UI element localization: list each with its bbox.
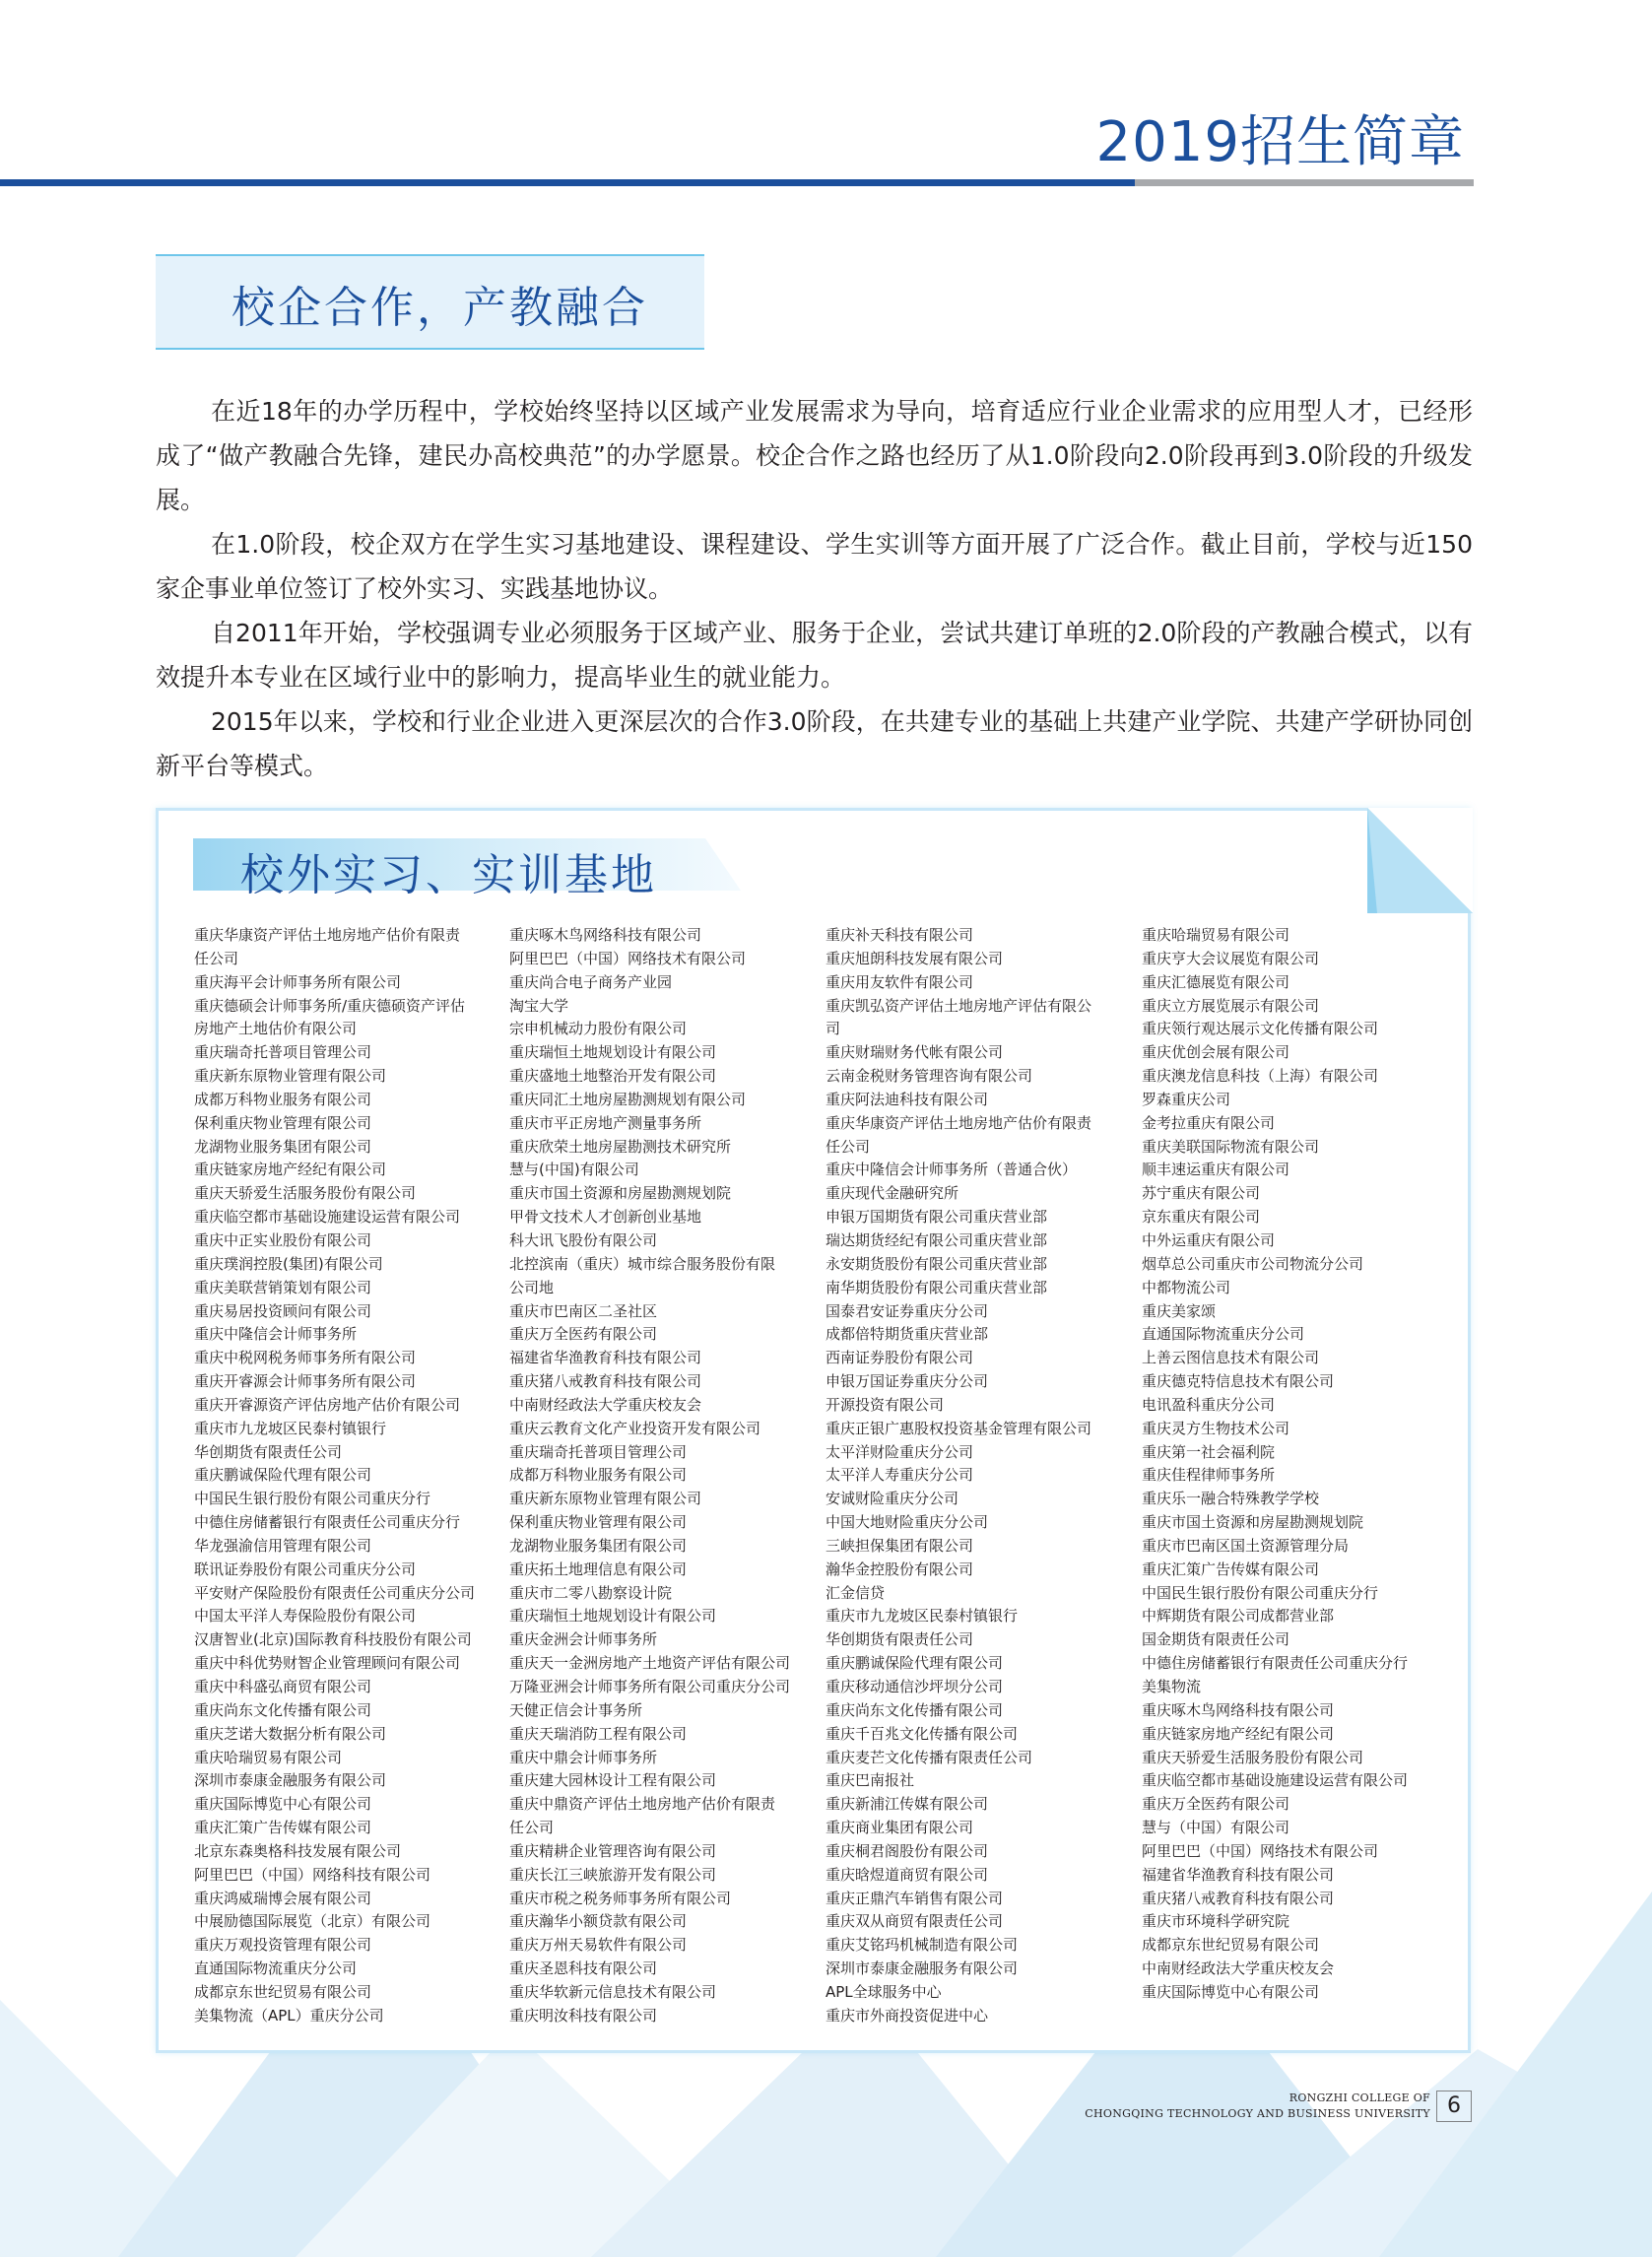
base-list-item: 重庆市九龙坡区民泰村镇银行: [826, 1607, 1019, 1626]
base-list-item: 重庆猪八戒教育科技有限公司: [509, 1372, 702, 1391]
base-list-item: 三峡担保集团有限公司: [826, 1536, 974, 1555]
base-list-item: 重庆中鼎资产评估土地房地产估价有限责: [509, 1795, 776, 1814]
base-list-item: 重庆华康资产评估土地房地产估价有限责: [826, 1113, 1092, 1132]
base-list-item: 重庆汇德展览有限公司: [1142, 972, 1290, 991]
base-list-item: 慧与(中国)有限公司: [509, 1161, 639, 1179]
base-list-item: 国金期货有限责任公司: [1142, 1630, 1290, 1649]
base-list-item: 成都倍特期货重庆营业部: [826, 1325, 989, 1344]
base-list-item: 重庆优创会展有限公司: [1142, 1043, 1290, 1062]
base-list-item: 华创期货有限责任公司: [194, 1442, 343, 1461]
base-list-item: 龙湖物业服务集团有限公司: [194, 1137, 372, 1156]
base-list-item: 重庆长江三峡旅游开发有限公司: [509, 1865, 717, 1884]
base-list-item: 重庆华软新元信息技术有限公司: [509, 1982, 717, 2001]
base-list-item: 重庆正银广惠股权投资基金管理有限公司: [826, 1419, 1092, 1437]
base-list-item: 中国民生银行股份有限公司重庆分行: [1142, 1583, 1379, 1602]
base-list-item: 重庆链家房地产经纪有限公司: [1142, 1724, 1335, 1743]
base-list-item: 重庆凯弘资产评估土地房地产评估有限公: [826, 996, 1092, 1015]
base-list-item: 任公司: [194, 949, 239, 967]
base-list-item: 重庆汇策广告传媒有限公司: [1142, 1560, 1320, 1578]
base-list-item: 重庆开睿源资产评估房地产估价有限公司: [194, 1395, 461, 1414]
base-list-item: 重庆商业集团有限公司: [826, 1819, 974, 1837]
base-list-item: 重庆佳程律师事务所: [1142, 1466, 1276, 1485]
base-list-item: 重庆桐君阁股份有限公司: [826, 1841, 989, 1860]
base-list-item: 重庆瀚华小额贷款有限公司: [509, 1912, 688, 1931]
base-list-item: 重庆市外商投资促进中心: [826, 2006, 989, 2025]
base-list-item: 重庆哈瑞贸易有限公司: [194, 1748, 343, 1766]
base-list-item: 重庆阿法迪科技有限公司: [826, 1090, 989, 1108]
base-list-item: 重庆中鼎会计师事务所: [509, 1748, 658, 1766]
base-list-item: 汇金信贷: [826, 1583, 886, 1602]
base-list-item: 重庆中正实业股份有限公司: [194, 1230, 372, 1249]
base-list-item: 重庆尚合电子商务产业园: [509, 972, 673, 991]
base-list-item: 重庆明汝科技有限公司: [509, 2006, 658, 2025]
base-list-item: 联讯证券股份有限公司重庆分公司: [194, 1560, 417, 1578]
base-list-item: 成都万科物业服务有限公司: [194, 1090, 372, 1108]
base-list-item: 永安期货股份有限公司重庆营业部: [826, 1254, 1048, 1273]
corner-fold: [1367, 808, 1473, 913]
base-list-item: 重庆千百兆文化传播有限公司: [826, 1724, 1019, 1743]
base-list-item: 重庆用友软件有限公司: [826, 972, 974, 991]
footer-line-2: CHONGQING TECHNOLOGY AND BUSINESS UNIVERSITY: [1085, 2107, 1430, 2120]
base-list-item: 云南金税财务管理咨询有限公司: [826, 1067, 1033, 1086]
header-rule-gray: [1135, 179, 1474, 186]
base-list-item: 重庆现代金融研究所: [826, 1184, 959, 1203]
base-list-item: 保利重庆物业管理有限公司: [194, 1113, 372, 1132]
page-number: 6: [1436, 2091, 1472, 2122]
base-list-item: 重庆市税之税务师事务所有限公司: [509, 1889, 732, 1907]
base-list-item: 重庆德硕会计师事务所/重庆德硕资产评估: [194, 996, 466, 1015]
intro-paragraph: 自2011年开始，学校强调专业必须服务于区域产业、服务于企业，尝试共建订单班的2.0阶段的产教融合模式，以有效提升本专业在区域行业中的影响力，提高毕业生的就业能力。: [156, 619, 1473, 692]
base-list-item: 重庆市国土资源和房屋勘测规划院: [509, 1184, 732, 1203]
intro-text: [156, 389, 1473, 788]
base-list-item: 南华期货股份有限公司重庆营业部: [826, 1278, 1048, 1296]
base-list-item: 重庆盛地土地整治开发有限公司: [509, 1067, 717, 1086]
base-list-item: 中辉期货有限公司成都营业部: [1142, 1607, 1335, 1626]
base-list-item: 北京东森奥格科技发展有限公司: [194, 1841, 402, 1860]
base-list-item: 宗申机械动力股份有限公司: [509, 1020, 688, 1038]
base-list-item: 顺丰速运重庆有限公司: [1142, 1161, 1290, 1179]
intro-paragraph: 2015年以来，学校和行业企业进入更深层次的合作3.0阶段，在共建专业的基础上共建产业学院、共建产学研协同创新平台等模式。: [156, 707, 1473, 780]
base-list-item: 重庆尚东文化传播有限公司: [826, 1700, 1004, 1719]
base-list-item: 中德住房储蓄银行有限责任公司重庆分行: [1142, 1654, 1409, 1673]
base-list-item: 重庆金洲会计师事务所: [509, 1630, 658, 1649]
base-list-item: 重庆万全医药有限公司: [1142, 1795, 1290, 1814]
base-list-item: APL全球服务中心: [826, 1982, 942, 2001]
base-list-item: 重庆天瑞消防工程有限公司: [509, 1724, 688, 1743]
bases-column-3: [826, 924, 1091, 2028]
base-list-item: 国泰君安证券重庆分公司: [826, 1301, 989, 1320]
base-list-item: 申银万国证券重庆分公司: [826, 1372, 989, 1391]
base-list-item: 重庆旭朗科技发展有限公司: [826, 949, 1004, 967]
base-list-item: 重庆建大园林设计工程有限公司: [509, 1771, 717, 1790]
base-list-item: 重庆双从商贸有限责任公司: [826, 1912, 1004, 1931]
base-list-item: 重庆精耕企业管理咨询有限公司: [509, 1841, 717, 1860]
base-list-item: 重庆啄木鸟网络科技有限公司: [509, 926, 702, 944]
base-list-item: 重庆拓土地理信息有限公司: [509, 1560, 688, 1578]
base-list-item: 重庆璞润控股(集团)有限公司: [194, 1254, 383, 1273]
base-list-item: 重庆易居投资顾问有限公司: [194, 1301, 372, 1320]
base-list-item: 科大讯飞股份有限公司: [509, 1230, 658, 1249]
base-list-item: 重庆麦芒文化传播有限责任公司: [826, 1748, 1033, 1766]
base-list-item: 北控滨南（重庆）城市综合服务股份有限: [509, 1254, 776, 1273]
base-list-item: 重庆链家房地产经纪有限公司: [194, 1161, 387, 1179]
base-list-item: 成都万科物业服务有限公司: [509, 1466, 688, 1485]
base-list-item: 重庆正鼎汽车销售有限公司: [826, 1889, 1004, 1907]
base-list-item: 中都物流公司: [1142, 1278, 1231, 1296]
footer-college-name: [1085, 2091, 1430, 2122]
section-title: 校企合作，产教融合: [231, 283, 648, 333]
base-list-item: 重庆美联营销策划有限公司: [194, 1278, 372, 1296]
base-list-item: 上善云图信息技术有限公司: [1142, 1349, 1320, 1367]
base-list-item: 深圳市泰康金融服务有限公司: [826, 1959, 1019, 1978]
base-list-item: 重庆美联国际物流有限公司: [1142, 1137, 1320, 1156]
base-list-item: 重庆巴南报社: [826, 1771, 915, 1790]
base-list-item: 中展励德国际展览（北京）有限公司: [194, 1912, 431, 1931]
footer-line-1: RONGZHI COLLEGE OF: [1289, 2091, 1430, 2104]
base-list-item: 中国大地财险重庆分公司: [826, 1513, 989, 1532]
base-list-item: 重庆立方展览展示有限公司: [1142, 996, 1320, 1015]
base-list-item: 罗森重庆公司: [1142, 1090, 1231, 1108]
base-list-item: 重庆华康资产评估土地房地产估价有限责: [194, 926, 461, 944]
base-list-item: 平安财产保险股份有限责任公司重庆分公司: [194, 1583, 476, 1602]
base-list-item: 公司地: [509, 1278, 555, 1296]
base-list-item: 成都京东世纪贸易有限公司: [1142, 1936, 1320, 1955]
base-list-item: 重庆万观投资管理有限公司: [194, 1936, 372, 1955]
base-list-item: 重庆移动通信沙坪坝分公司: [826, 1678, 1004, 1695]
base-list-item: 重庆鸿威瑞博会展有限公司: [194, 1889, 372, 1907]
base-list-item: 重庆新浦江传媒有限公司: [826, 1795, 989, 1814]
base-list-item: 重庆同汇土地房屋勘测规划有限公司: [509, 1090, 747, 1108]
base-list-item: 重庆澳龙信息科技（上海）有限公司: [1142, 1067, 1379, 1086]
base-list-item: 开源投资有限公司: [826, 1395, 945, 1414]
base-list-item: 重庆艾铭玛机械制造有限公司: [826, 1936, 1019, 1955]
base-list-item: 美集物流: [1142, 1678, 1202, 1695]
base-list-item: 重庆瑞奇托普项目管理公司: [194, 1043, 372, 1062]
base-list-item: 重庆瑞奇托普项目管理公司: [509, 1442, 688, 1461]
base-list-item: 重庆芝诺大数据分析有限公司: [194, 1724, 387, 1743]
base-list-item: 重庆鹏诚保险代理有限公司: [194, 1466, 372, 1485]
base-list-item: 重庆天骄爱生活服务股份有限公司: [194, 1184, 417, 1203]
base-list-item: 金考拉重庆有限公司: [1142, 1113, 1276, 1132]
base-list-item: 重庆哈瑞贸易有限公司: [1142, 926, 1290, 944]
base-list-item: 重庆猪八戒教育科技有限公司: [1142, 1889, 1335, 1907]
base-list-item: 福建省华渔教育科技有限公司: [1142, 1865, 1335, 1884]
base-list-item: 重庆万州天易软件有限公司: [509, 1936, 688, 1955]
base-list-item: 重庆天一金洲房地产土地资产评估有限公司: [509, 1654, 791, 1673]
header-rule-blue: [0, 179, 1135, 186]
base-list-item: 重庆万全医药有限公司: [509, 1325, 658, 1344]
base-list-item: 华创期货有限责任公司: [826, 1630, 974, 1649]
base-list-item: 重庆市国土资源和房屋勘测规划院: [1142, 1513, 1364, 1532]
page-header-title: 2019招生简章: [1095, 110, 1465, 174]
intro-paragraph: 在近18年的办学历程中，学校始终坚持以区域产业发展需求为导向，培育适应行业企业需求的应用型人才，已经形成了“做产教融合先锋，建民办高校典范”的办学愿景。校企合作之路也经历了从1.0阶段向2.0阶段再到3.0阶段的升级发展。: [156, 397, 1473, 514]
base-list-item: 重庆财瑞财务代帐有限公司: [826, 1043, 1004, 1062]
base-list-item: 重庆汇策广告传媒有限公司: [194, 1819, 372, 1837]
base-list-item: 重庆瑞恒土地规划设计有限公司: [509, 1607, 717, 1626]
base-list-item: 中南财经政法大学重庆校友会: [1142, 1959, 1335, 1978]
base-list-item: 太平洋人寿重庆分公司: [826, 1466, 974, 1485]
base-list-item: 直通国际物流重庆分公司: [194, 1959, 358, 1978]
base-list-item: 重庆啄木鸟网络科技有限公司: [1142, 1700, 1335, 1719]
base-list-item: 重庆海平会计师事务所有限公司: [194, 972, 402, 991]
base-list-item: 重庆瑞恒土地规划设计有限公司: [509, 1043, 717, 1062]
base-list-item: 中南财经政法大学重庆校友会: [509, 1395, 702, 1414]
base-list-item: 重庆市平正房地产测量事务所: [509, 1113, 702, 1132]
base-list-item: 重庆临空都市基础设施建设运营有限公司: [194, 1208, 461, 1227]
base-list-item: 中国太平洋人寿保险股份有限公司: [194, 1607, 417, 1626]
base-list-item: 汉唐智业(北京)国际教育科技股份有限公司: [194, 1630, 472, 1649]
base-list-item: 深圳市泰康金融服务有限公司: [194, 1771, 387, 1790]
base-list-item: 甲骨文技术人才创新创业基地: [509, 1208, 702, 1227]
base-list-item: 苏宁重庆有限公司: [1142, 1184, 1261, 1203]
base-list-item: 直通国际物流重庆分公司: [1142, 1325, 1305, 1344]
base-list-item: 重庆圣恩科技有限公司: [509, 1959, 658, 1978]
base-list-item: 申银万国期货有限公司重庆营业部: [826, 1208, 1048, 1227]
base-list-item: 福建省华渔教育科技有限公司: [509, 1349, 702, 1367]
base-list-item: 重庆市环境科学研究院: [1142, 1912, 1290, 1931]
base-list-item: 阿里巴巴（中国）网络技术有限公司: [509, 949, 747, 967]
base-list-item: 重庆新东原物业管理有限公司: [509, 1490, 702, 1508]
base-list-item: 重庆鹏诚保险代理有限公司: [826, 1654, 1004, 1673]
base-list-item: 重庆中隆信会计师事务所: [194, 1325, 358, 1344]
base-list-item: 瑞达期货经纪有限公司重庆营业部: [826, 1230, 1048, 1249]
base-list-item: 重庆临空都市基础设施建设运营有限公司: [1142, 1771, 1409, 1790]
base-list-item: 重庆市巴南区二圣社区: [509, 1301, 658, 1320]
base-list-item: 任公司: [509, 1819, 555, 1837]
base-list-item: 重庆开睿源会计师事务所有限公司: [194, 1372, 417, 1391]
base-list-item: 重庆美家颂: [1142, 1301, 1217, 1320]
base-list-item: 重庆中税网税务师事务所有限公司: [194, 1349, 417, 1367]
base-list-item: 成都京东世纪贸易有限公司: [194, 1982, 372, 2001]
base-list-item: 太平洋财险重庆分公司: [826, 1442, 974, 1461]
base-list-item: 龙湖物业服务集团有限公司: [509, 1536, 688, 1555]
bases-column-1: [194, 924, 475, 2028]
section-heading-box: [156, 254, 704, 350]
base-list-item: 重庆亨大会议展览有限公司: [1142, 949, 1320, 967]
base-list-item: 重庆中科盛弘商贸有限公司: [194, 1678, 372, 1695]
base-list-item: 中国民生银行股份有限公司重庆分行: [194, 1490, 431, 1508]
base-list-item: 重庆欣荣土地房屋勘测技术研究所: [509, 1137, 732, 1156]
base-list-item: 瀚华金控股份有限公司: [826, 1560, 974, 1578]
base-list-item: 淘宝大学: [509, 996, 569, 1015]
base-list-item: 华龙强渝信用管理有限公司: [194, 1536, 372, 1555]
base-list-item: 美集物流（APL）重庆分公司: [194, 2006, 384, 2025]
base-list-item: 重庆晗煜道商贸有限公司: [826, 1865, 989, 1884]
base-list-item: 重庆市九龙坡区民泰村镇银行: [194, 1419, 387, 1437]
base-list-item: 重庆天骄爱生活服务股份有限公司: [1142, 1748, 1364, 1766]
base-list-item: 重庆市巴南区国土资源管理分局: [1142, 1536, 1350, 1555]
base-list-item: 重庆国际博览中心有限公司: [194, 1795, 372, 1814]
base-list-item: 房地产土地估价有限公司: [194, 1020, 358, 1038]
bases-column-2: [509, 924, 790, 2028]
base-list-item: 重庆尚东文化传播有限公司: [194, 1700, 372, 1719]
bases-column-4: [1142, 924, 1408, 2005]
base-list-item: 万隆亚洲会计师事务所有限公司重庆分公司: [509, 1678, 791, 1695]
base-list-item: 重庆第一社会福利院: [1142, 1442, 1276, 1461]
base-list-item: 安诚财险重庆分公司: [826, 1490, 959, 1508]
base-list-item: 任公司: [826, 1137, 871, 1156]
base-list-item: 京东重庆有限公司: [1142, 1208, 1261, 1227]
intro-paragraph: 在1.0阶段，校企双方在学生实习基地建设、课程建设、学生实训等方面开展了广泛合作。截止目前，学校与近150家企事业单位签订了校外实习、实践基地协议。: [156, 530, 1473, 603]
base-list-item: 慧与（中国）有限公司: [1142, 1819, 1290, 1837]
base-list-item: 重庆德克特信息技术有限公司: [1142, 1372, 1335, 1391]
base-list-item: 保利重庆物业管理有限公司: [509, 1513, 688, 1532]
base-list-item: 中德住房储蓄银行有限责任公司重庆分行: [194, 1513, 461, 1532]
base-list-item: 重庆新东原物业管理有限公司: [194, 1067, 387, 1086]
base-list-item: 重庆云教育文化产业投资开发有限公司: [509, 1419, 761, 1437]
base-list-item: 重庆国际博览中心有限公司: [1142, 1982, 1320, 2001]
base-list-item: 天健正信会计事务所: [509, 1700, 643, 1719]
base-list-item: 烟草总公司重庆市公司物流分公司: [1142, 1254, 1364, 1273]
base-list-item: 重庆中科优势财智企业管理顾问有限公司: [194, 1654, 461, 1673]
base-list-item: 重庆补天科技有限公司: [826, 926, 974, 944]
base-list-item: 重庆乐一融合特殊教学学校: [1142, 1490, 1320, 1508]
base-list-item: 重庆中隆信会计师事务所（普通合伙）: [826, 1161, 1078, 1179]
base-list-item: 电讯盈科重庆分公司: [1142, 1395, 1276, 1414]
base-list-item: 司: [826, 1020, 841, 1038]
base-list-item: 中外运重庆有限公司: [1142, 1230, 1276, 1249]
base-list-item: 阿里巴巴（中国）网络技术有限公司: [1142, 1841, 1379, 1860]
base-list-item: 重庆灵方生物技术公司: [1142, 1419, 1290, 1437]
base-list-item: 重庆市二零八勘察设计院: [509, 1583, 673, 1602]
base-list-item: 重庆领行观达展示文化传播有限公司: [1142, 1020, 1379, 1038]
base-list-item: 阿里巴巴（中国）网络科技有限公司: [194, 1865, 431, 1884]
bases-title: 校外实习、实训基地: [240, 850, 657, 900]
base-list-item: 西南证券股份有限公司: [826, 1349, 974, 1367]
